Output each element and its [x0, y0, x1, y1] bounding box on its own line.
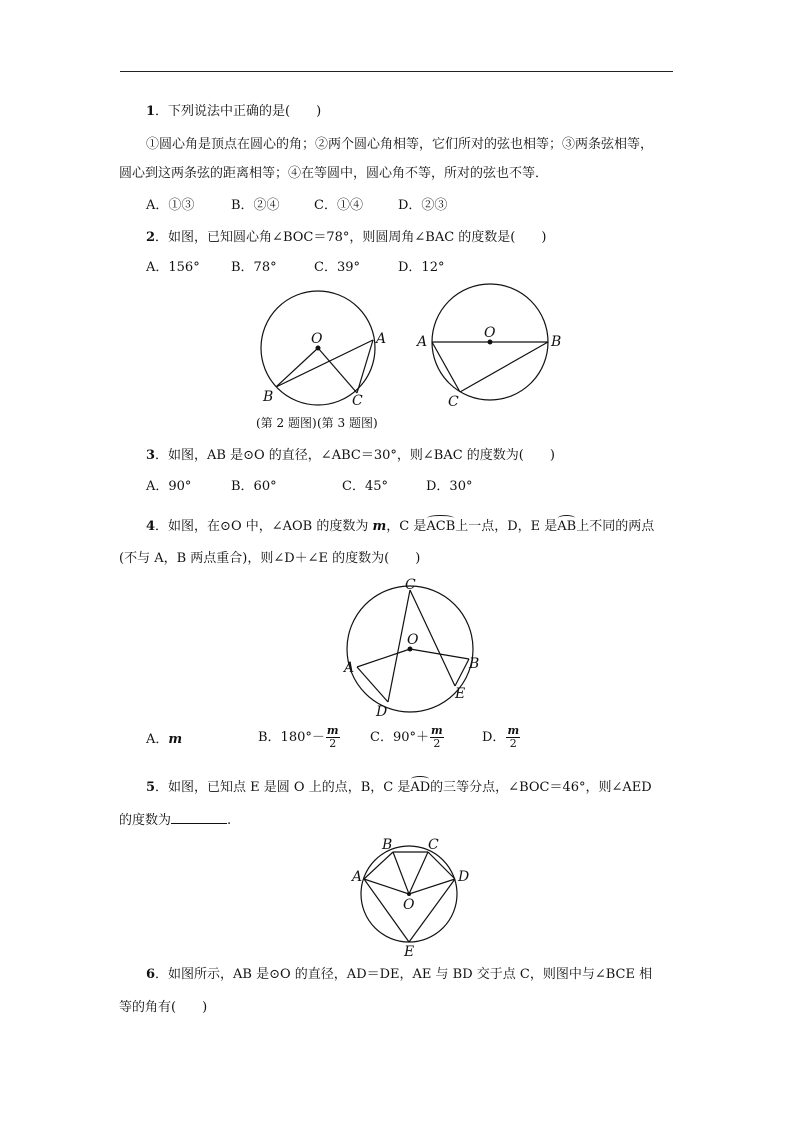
q2-option-a: A．156°: [146, 260, 200, 275]
q3-option-d: D．30°: [426, 479, 473, 494]
q2-option-c: C．39°: [314, 260, 360, 275]
q3-option-b: B．60°: [231, 479, 277, 494]
fig4-label-d: D: [376, 704, 388, 720]
fig3-segment-cb: [460, 342, 548, 392]
fig4-label-a: A: [344, 660, 355, 676]
q1-option-d: D．②③: [398, 198, 448, 213]
fig5-label-a: A: [352, 869, 363, 885]
q6-stem: 6．如图所示，AB 是⊙O 的直径，AD＝DE，AE 与 BD 交于点 C，则图中与∠BCE 相: [146, 967, 653, 982]
q4-option-c: C．90°＋ $\frac{m}{2}$: [370, 724, 443, 750]
fig2-segment-ac: [357, 340, 373, 393]
fig5-segment-ab: [364, 852, 393, 879]
fig5-label-e: E: [404, 944, 415, 960]
fig3-caption: (第 3 题图): [317, 416, 378, 430]
fig5-label-c: C: [428, 837, 439, 853]
fig5-segment-co: [409, 852, 428, 894]
fig4-label-e: E: [455, 686, 466, 702]
fig5-center-dot: [407, 892, 411, 896]
answer-blank[interactable]: [171, 810, 227, 824]
fig3-label-a: A: [417, 334, 428, 350]
fig2-label-c: C: [352, 393, 363, 409]
fig5-segment-bo: [393, 852, 409, 894]
q6-line2: 等的角有( ): [119, 1000, 208, 1015]
fig5-segment-od: [409, 879, 455, 894]
fig5-segment-cd: [428, 852, 455, 879]
fig5-label-o: O: [403, 897, 415, 913]
fig2-label-b: B: [263, 389, 274, 405]
fig4-label-b: B: [469, 656, 480, 672]
fig2-segment-oc: [318, 348, 357, 393]
fig4-label-c: C: [405, 577, 416, 593]
fig4-segment-ao: [357, 649, 410, 667]
fraction: $\frac{m}{2}$: [507, 724, 520, 750]
q1-option-a: A．①③: [146, 198, 195, 213]
fig5-segment-de: [409, 879, 455, 942]
q4-arc-acb: ACB: [426, 519, 456, 534]
q5-line2: 的度数为 .: [119, 810, 231, 830]
q1-line2: 圆心到这两条弦的距离相等；④在等圆中，圆心角不等，所对的弦也不等．: [119, 166, 549, 181]
q1-line1: ①圆心角是顶点在圆心的角；②两个圆心角相等，它们所对的弦也相等；③两条弦相等，: [146, 137, 654, 152]
q3-stem: 3．如图，AB 是⊙O 的直径，∠ABC＝30°，则∠BAC 的度数为( ): [146, 448, 555, 463]
q5-arc-ad: AD: [410, 780, 431, 795]
fig2-label-a: A: [376, 331, 387, 347]
fig4-segment-ad: [357, 667, 388, 702]
fig2-label-o: O: [311, 331, 323, 347]
fraction: $\frac{m}{2}$: [326, 724, 339, 750]
q1-stem: 1．下列说法中正确的是( ): [146, 104, 322, 119]
fig2-segment-ba: [276, 340, 373, 387]
q4-stem: 4．如图，在⊙O 中，∠AOB 的度数为 m，C 是ACB上一点，D，E 是AB上不同的两点: [146, 519, 655, 534]
q4-option-a: A．m: [146, 732, 183, 747]
fig2-caption: (第 2 题图): [256, 416, 317, 430]
fig5-label-d: D: [458, 869, 470, 885]
q4-option-b: B．180°－ $\frac{m}{2}$: [258, 724, 339, 750]
q2-option-d: D．12°: [398, 260, 445, 275]
q4-line2: (不与 A，B 两点重合)，则∠D＋∠E 的度数为( ): [119, 551, 421, 566]
q1-option-b: B．②④: [231, 198, 280, 213]
fig5-label-b: B: [382, 837, 393, 853]
fig4-segment-eb: [455, 659, 469, 686]
q4-option-d: D． $\frac{m}{2}$: [482, 724, 520, 750]
q2-stem: 2．如图，已知圆心角∠BOC＝78°，则圆周角∠BAC 的度数是( ): [146, 230, 547, 245]
q1-option-c: C．①④: [314, 198, 363, 213]
fig5-segment-ao: [364, 879, 409, 894]
fig3-label-b: B: [551, 334, 562, 350]
q3-option-a: A．90°: [146, 479, 192, 494]
q4-arc-ab: AB: [557, 519, 577, 534]
fraction: $\frac{m}{2}$: [431, 724, 443, 750]
fig3-label-o: O: [484, 325, 496, 341]
fig3-label-c: C: [448, 394, 459, 410]
fig2-segment-ob: [276, 348, 318, 387]
q3-option-c: C．45°: [342, 479, 388, 494]
q5-stem: 5．如图，已知点 E 是圆 O 上的点，B，C 是AD的三等分点，∠BOC＝46°，则∠AED: [146, 780, 652, 795]
q2-option-b: B．78°: [231, 260, 277, 275]
fig4-label-o: O: [407, 632, 419, 648]
fig3-segment-ac: [432, 342, 460, 392]
